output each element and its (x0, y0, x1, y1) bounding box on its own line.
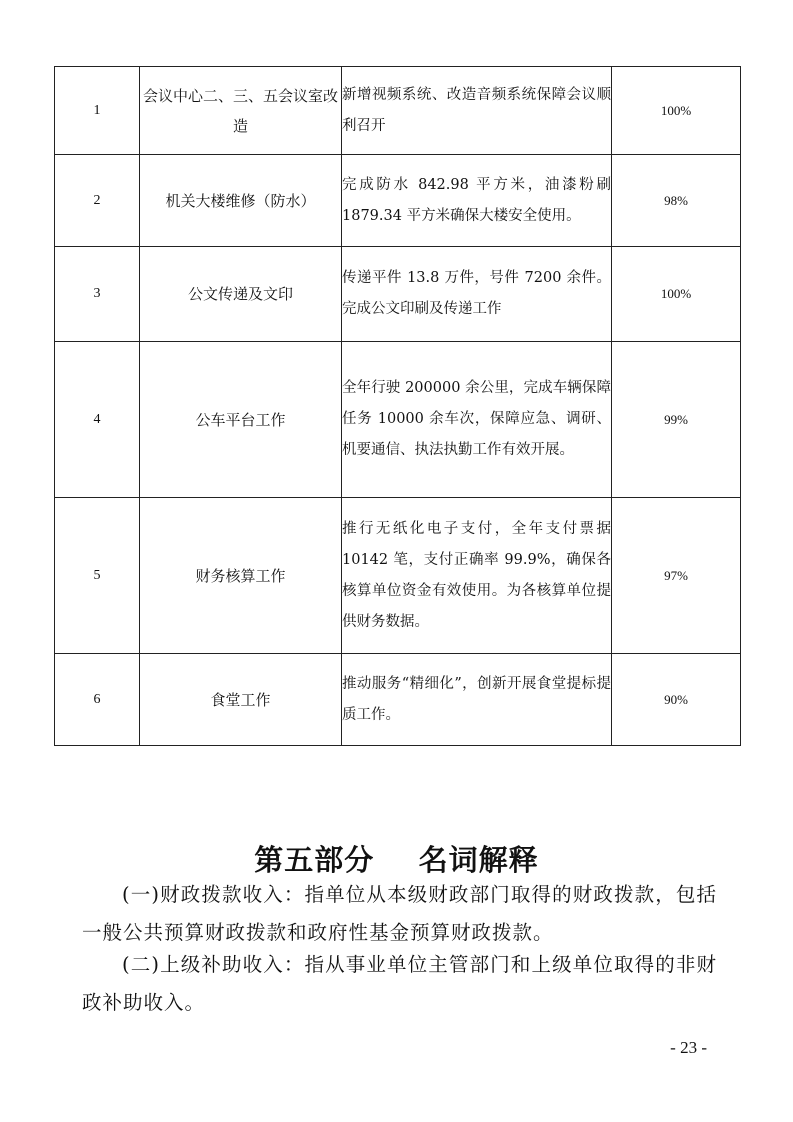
project-name: 公车平台工作 (140, 342, 342, 498)
row-number: 5 (55, 498, 140, 654)
project-name: 公文传递及文印 (140, 247, 342, 342)
row-number: 1 (55, 67, 140, 155)
project-description: 推动服务“精细化”，创新开展食堂提标提质工作。 (342, 654, 612, 746)
table-row (55, 155, 741, 247)
section-title: 第五部分 名词解释 (254, 843, 539, 877)
definition-paragraph: (二)上级补助收入：指从事业单位主管部门和上级单位取得的非财政补助收入。 (82, 953, 717, 1014)
row-number: 2 (55, 155, 140, 247)
project-description: 全年行驶 200000 余公里，完成车辆保障任务 10000 余车次，保障应急、调研、机要通信、执法执勤工作有效开展。 (342, 342, 612, 498)
row-number: 3 (55, 247, 140, 342)
table-row (55, 67, 741, 155)
completion-rate: 97% (612, 498, 741, 654)
row-number: 6 (55, 654, 140, 746)
table-row (55, 498, 741, 654)
project-description: 推行无纸化电子支付，全年支付票据 10142 笔，支付正确率 99.9%，确保各核算单位资金有效使用。为各核算单位提供财务数据。 (342, 498, 612, 654)
definition-paragraph: (一)财政拨款收入：指单位从本级财政部门取得的财政拨款，包括一般公共预算财政拨款和政府性基金预算财政拨款。 (82, 883, 717, 944)
project-name: 食堂工作 (140, 654, 342, 746)
project-name: 会议中心二、三、五会议室改造 (140, 67, 342, 155)
project-description: 完成防水 842.98 平方米，油漆粉刷 1879.34 平方米确保大楼安全使用。 (342, 155, 612, 247)
project-name: 机关大楼维修（防水） (140, 155, 342, 247)
project-description: 新增视频系统、改造音频系统保障会议顺利召开 (342, 67, 612, 155)
project-description: 传递平件 13.8 万件，号件 7200 余件。完成公文印刷及传递工作 (342, 247, 612, 342)
table-row (55, 654, 741, 746)
completion-rate: 99% (612, 342, 741, 498)
table-row (55, 247, 741, 342)
page-number: - 23 - (670, 1038, 707, 1057)
completion-rate: 98% (612, 155, 741, 247)
table-row (55, 342, 741, 498)
completion-rate: 100% (612, 247, 741, 342)
completion-rate: 100% (612, 67, 741, 155)
row-number: 4 (55, 342, 140, 498)
performance-table (54, 66, 741, 746)
project-name: 财务核算工作 (140, 498, 342, 654)
completion-rate: 90% (612, 654, 741, 746)
